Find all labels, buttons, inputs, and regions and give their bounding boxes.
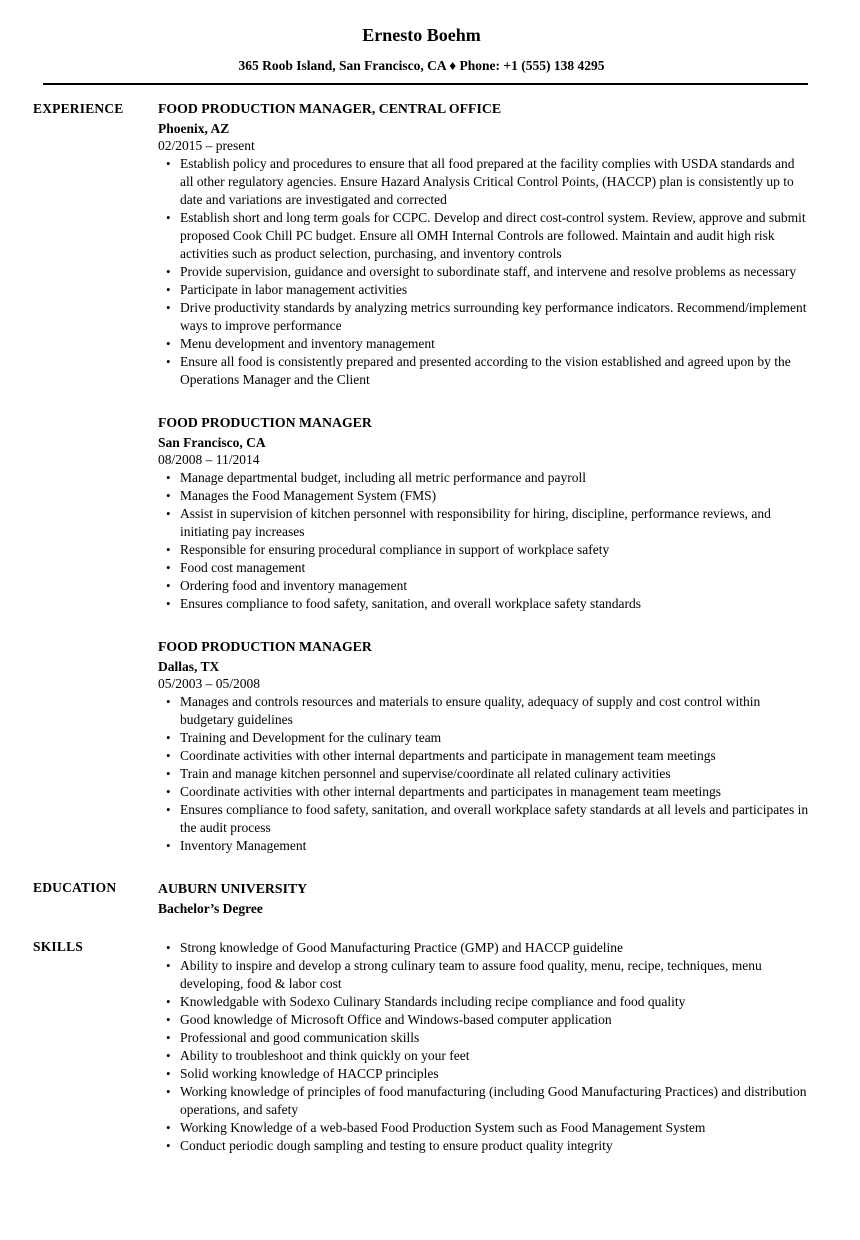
skills-bullet-list <box>158 939 810 1155</box>
bullet-item: • Establish short and long term goals for CCPC. Develop and direct cost-control system. Review, approve and submit proposed Cook Chill PC budget. Ensure all OMH Internal Controls are followed. Maintain and audit high risk activities such as product selection, purchasing, and inventory controls <box>158 209 810 263</box>
job-entry <box>158 100 810 389</box>
bullet-item: • Manages the Food Management System (FMS) <box>158 487 810 505</box>
job-dates: 05/2003 – 05/2008 <box>158 676 261 691</box>
section-label-education: EDUCATION <box>33 880 117 895</box>
person-name: Ernesto Boehm <box>362 25 481 45</box>
bullet-item: • Working Knowledge of a web-based Food Production System such as Food Management System <box>158 1119 810 1137</box>
job-bullet-list <box>158 469 810 613</box>
section-label-experience: EXPERIENCE <box>33 101 124 116</box>
bullet-item: • Responsible for ensuring procedural compliance in support of workplace safety <box>158 541 810 559</box>
experience-section <box>33 100 810 855</box>
bullet-item: • Professional and good communication skills <box>158 1029 810 1047</box>
bullet-item: • Ordering food and inventory management <box>158 577 810 595</box>
education-degree: Bachelor’s Degree <box>158 901 263 916</box>
job-bullet-list <box>158 155 810 389</box>
bullet-item: • Assist in supervision of kitchen personnel with responsibility for hiring, discipline, performance reviews, and initiating pay increases <box>158 505 810 541</box>
job-title: FOOD PRODUCTION MANAGER <box>158 639 372 654</box>
education-school: AUBURN UNIVERSITY <box>158 881 308 896</box>
experience-body <box>158 100 810 855</box>
section-label-skills: SKILLS <box>33 939 83 954</box>
bullet-item: • Ability to troubleshoot and think quickly on your feet <box>158 1047 810 1065</box>
job-entry <box>158 414 810 613</box>
bullet-item: • Solid working knowledge of HACCP principles <box>158 1065 810 1083</box>
job-location: Dallas, TX <box>158 659 220 674</box>
skills-section <box>33 938 810 1155</box>
skills-body <box>158 938 810 1155</box>
bullet-item: • Drive productivity standards by analyzing metrics surrounding key performance indicators. Recommend/implement ways to improve performance <box>158 299 810 335</box>
bullet-item: • Provide supervision, guidance and oversight to subordinate staff, and intervene and resolve problems as necessary <box>158 263 810 281</box>
bullet-item: • Ensure all food is consistently prepared and presented according to the vision established and agreed upon by the Operations Manager and the Client <box>158 353 810 389</box>
bullet-item: • Strong knowledge of Good Manufacturing Practice (GMP) and HACCP guideline <box>158 939 810 957</box>
bullet-item: • Good knowledge of Microsoft Office and Windows-based computer application <box>158 1011 810 1029</box>
job-location: Phoenix, AZ <box>158 121 230 136</box>
job-title: FOOD PRODUCTION MANAGER <box>158 415 372 430</box>
job-dates: 08/2008 – 11/2014 <box>158 452 260 467</box>
education-body <box>158 879 810 919</box>
bullet-item: • Conduct periodic dough sampling and testing to ensure product quality integrity <box>158 1137 810 1155</box>
bullet-item: • Participate in labor management activities <box>158 281 810 299</box>
header-divider <box>43 83 808 85</box>
job-title: FOOD PRODUCTION MANAGER, CENTRAL OFFICE <box>158 101 502 116</box>
resume-header <box>33 24 810 74</box>
bullet-item: • Manage departmental budget, including all metric performance and payroll <box>158 469 810 487</box>
bullet-item: • Train and manage kitchen personnel and supervise/coordinate all related culinary activities <box>158 765 810 783</box>
bullet-item: • Ensures compliance to food safety, sanitation, and overall workplace safety standards <box>158 595 810 613</box>
bullet-item: • Ensures compliance to food safety, sanitation, and overall workplace safety standards at all levels and participates in the audit process <box>158 801 810 837</box>
bullet-item: • Manages and controls resources and materials to ensure quality, adequacy of supply and cost control within budgetary guidelines <box>158 693 810 729</box>
bullet-item: • Inventory Management <box>158 837 810 855</box>
job-dates: 02/2015 – present <box>158 138 255 153</box>
bullet-item: • Food cost management <box>158 559 810 577</box>
bullet-item: • Coordinate activities with other internal departments and participate in management team meetings <box>158 747 810 765</box>
contact-line: 365 Roob Island, San Francisco, CA ♦ Phone: +1 (555) 138 4295 <box>238 58 605 73</box>
job-bullet-list <box>158 693 810 855</box>
bullet-item: • Working knowledge of principles of food manufacturing (including Good Manufacturing Practices) and distribution operations, and safety <box>158 1083 810 1119</box>
education-section <box>33 879 810 919</box>
bullet-item: • Establish policy and procedures to ensure that all food prepared at the facility complies with USDA standards and all other regulatory agencies. Ensure Hazard Analysis Critical Control Points, (HACCP) plan is consistently up to date and variations are investigated and corrected <box>158 155 810 209</box>
job-location: San Francisco, CA <box>158 435 266 450</box>
bullet-item: • Menu development and inventory management <box>158 335 810 353</box>
bullet-item: • Knowledgable with Sodexo Culinary Standards including recipe compliance and food quality <box>158 993 810 1011</box>
bullet-item: • Coordinate activities with other internal departments and participates in management team meetings <box>158 783 810 801</box>
bullet-item: • Ability to inspire and develop a strong culinary team to assure food quality, menu, recipe, techniques, menu developing, food & labor cost <box>158 957 810 993</box>
bullet-item: • Training and Development for the culinary team <box>158 729 810 747</box>
job-entry <box>158 638 810 855</box>
